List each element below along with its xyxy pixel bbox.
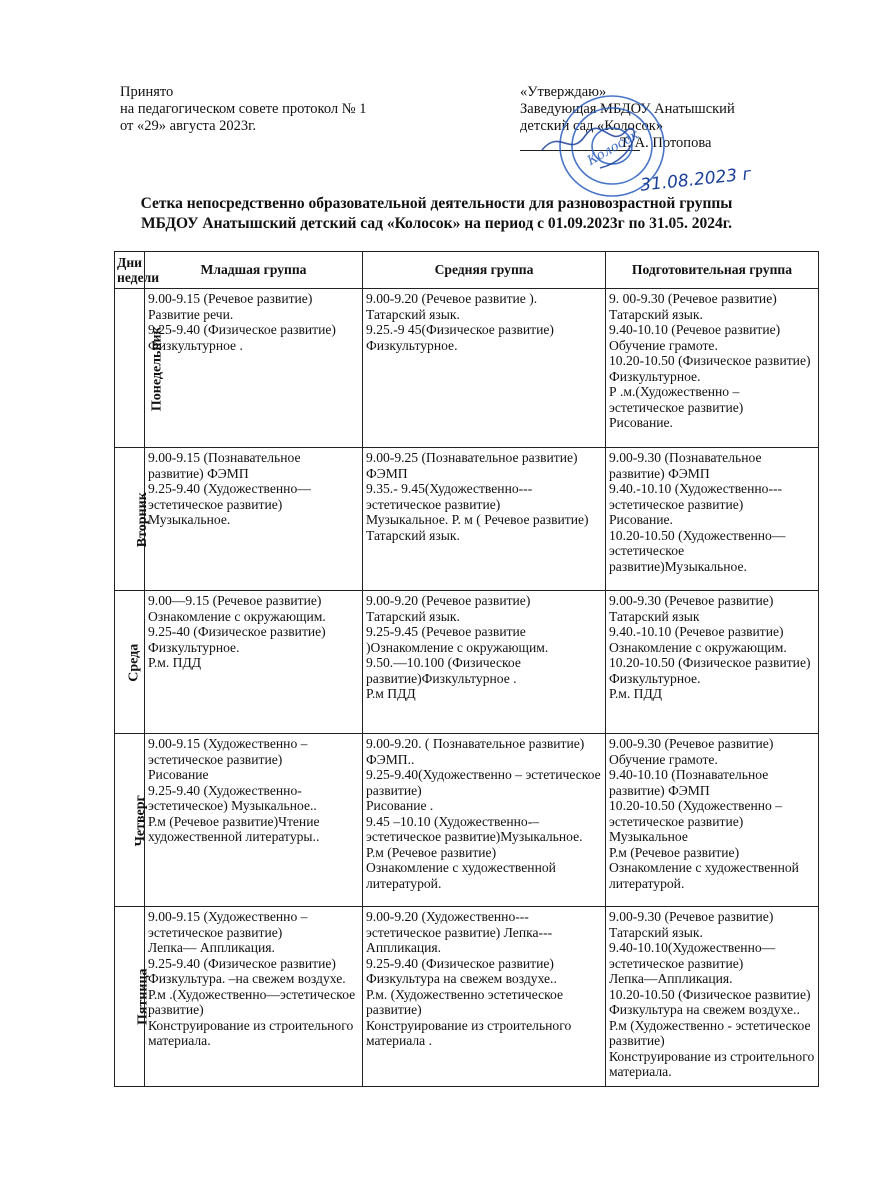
day-label: Вторник bbox=[134, 491, 150, 548]
schedule-cell bbox=[363, 734, 606, 907]
stamp-text: Колосок bbox=[584, 127, 642, 169]
activity-line: 9.00-9.20 (Художественно---эстетическое развитие) Лепка---Аппликация. bbox=[366, 909, 553, 955]
activity-line: Татарский язык. bbox=[366, 306, 460, 322]
activity-line: 9.00-9.15 (Художественно – эстетическое развитие) bbox=[148, 736, 308, 767]
acceptance-line-1: Принято bbox=[120, 84, 174, 100]
activity-line: Татарский язык. bbox=[609, 924, 703, 940]
activity-line: Рисование bbox=[148, 767, 209, 782]
activity-line: 9.40.-10.10 (Речевое развитие) bbox=[609, 624, 784, 639]
activity-line: Музыкальное bbox=[609, 829, 688, 844]
activity-line: 9.00-9.15 (Познавательное развитие) ФЭМП bbox=[148, 450, 301, 481]
activity-line: Рисование. bbox=[609, 415, 673, 430]
schedule-table bbox=[114, 251, 819, 1087]
activity-line: Развитие речи. bbox=[148, 306, 234, 322]
header-middle-group: Средняя группа bbox=[363, 252, 606, 289]
day-cell bbox=[115, 289, 165, 448]
schedule-cell bbox=[145, 448, 363, 591]
schedule-cell bbox=[145, 907, 363, 1087]
activity-line: 9.25-9.40 (Художественно-эстетическое) Музыкальное.. bbox=[148, 782, 317, 813]
schedule-cell bbox=[606, 734, 819, 907]
activity-line: 10.20-10.50 (Физическое развитие) Физкультурное. bbox=[609, 353, 811, 384]
activity-line: Ознакомление с художественной литературой. bbox=[366, 860, 556, 891]
activity-line: Рисование. bbox=[609, 512, 673, 527]
schedule-cell bbox=[606, 591, 819, 734]
activity-line: 9.00-9.15 (Речевое развитие) bbox=[148, 291, 313, 306]
activity-line: 9.25-9.40 (Художественно—эстетическое развитие) bbox=[148, 481, 311, 512]
page-title bbox=[0, 194, 873, 234]
day-cell bbox=[115, 448, 150, 591]
table-row bbox=[115, 591, 819, 734]
day-cell bbox=[115, 591, 145, 734]
title-line-2: МБДОУ Анатышский детский сад «Колосок» на период с 01.09.2023г по 31.05. 2024г. bbox=[141, 215, 732, 232]
activity-line: Р.м ПДД bbox=[366, 686, 416, 701]
activity-line: Лепка—Аппликация. bbox=[609, 971, 733, 986]
schedule-cell bbox=[363, 907, 606, 1087]
activity-line: 9.40-10.10 (Познавательное развитие) ФЭМП bbox=[609, 767, 769, 798]
activity-line: Татарский язык. bbox=[366, 608, 460, 624]
day-label: Понедельник bbox=[149, 326, 165, 411]
signature-date: 31.08.2023 г bbox=[639, 164, 753, 196]
activity-line: Р .м.(Художественно – эстетическое развитие) bbox=[609, 384, 744, 415]
activity-line: Р.м (Речевое развитие) bbox=[609, 844, 740, 860]
activity-line: 9.25.-9 45(Физическое развитие) bbox=[366, 322, 554, 337]
activity-line: 9.00—9.15 (Речевое развитие) bbox=[148, 593, 322, 608]
activity-line: 9.25-9.40 (Физическое развитие) Физкультура. –на свежем воздухе. bbox=[148, 955, 346, 986]
table-header-row bbox=[115, 252, 819, 289]
activity-line: 9.35.- 9.45(Художественно---эстетическое развитие) bbox=[366, 481, 533, 512]
table-row bbox=[115, 289, 819, 448]
activity-line: Р.м. ПДД bbox=[609, 686, 663, 701]
approval-line-3: детский сад «Колосок» bbox=[520, 118, 664, 134]
schedule-cell bbox=[606, 907, 819, 1087]
activity-line: 9.25-9.40 (Физическое развитие) Физкультурное . bbox=[148, 322, 336, 353]
activity-line: Конструирование из строительного материала . bbox=[366, 1017, 572, 1048]
activity-line: 9.25-9.40(Художественно – эстетическое развитие) bbox=[366, 767, 601, 798]
schedule-cell bbox=[363, 591, 606, 734]
activity-line: 10.20-10.50 (Художественно – эстетическое развитие) bbox=[609, 798, 783, 829]
acceptance-line-3: от «29» августа 2023г. bbox=[120, 118, 257, 134]
activity-line: Р.м (Художественно - эстетическое развитие) bbox=[609, 1017, 811, 1048]
activity-line: 10.20-10.50 (Физическое развитие) Физкультура на свежем воздухе.. bbox=[609, 986, 811, 1017]
activity-line: Конструирование из строительного материала. bbox=[148, 1017, 354, 1048]
schedule-cell bbox=[145, 289, 363, 448]
activity-line: Р.м (Речевое развитие) bbox=[366, 844, 497, 860]
day-cell bbox=[115, 734, 148, 907]
schedule-cell bbox=[363, 448, 606, 591]
approval-line-1: «Утверждаю» bbox=[520, 84, 607, 100]
schedule-cell bbox=[145, 591, 363, 734]
schedule-cell bbox=[606, 448, 819, 591]
activity-line: 9.00-9.30 (Речевое развитие) bbox=[609, 593, 774, 608]
activity-line: Обучение грамоте. bbox=[609, 751, 718, 767]
activity-line: 9.00-9.20 (Речевое развитие) bbox=[366, 593, 531, 608]
activity-line: 9.40.-10.10 (Художественно---эстетическое развитие) bbox=[609, 481, 783, 512]
activity-line: 9.00-9.20. ( Познавательное развитие) ФЭМП.. bbox=[366, 736, 585, 767]
activity-line: 9.25-9.40 (Физическое развитие) Физкультура на свежем воздухе.. bbox=[366, 955, 557, 986]
header-junior-group: Младшая группа bbox=[145, 252, 363, 289]
activity-line: 10.20-10.50 (Физическое развитие) Физкультурное. bbox=[609, 655, 811, 686]
acceptance-line-2: на педагогическом совете протокол № 1 bbox=[120, 101, 367, 117]
table-row bbox=[115, 734, 819, 907]
day-label: Пятница bbox=[135, 968, 151, 1026]
schedule-cell bbox=[145, 734, 363, 907]
schedule-cell bbox=[606, 289, 819, 448]
title-line-1: Сетка непосредственно образовательной деятельности для разновозрастной группы bbox=[140, 195, 733, 212]
header-days: Дни недели bbox=[115, 252, 145, 289]
activity-line: 9.50.—10.100 (Физическое развитие)Физкультурное . bbox=[366, 655, 521, 686]
activity-line: 9.45 –10.10 (Художественно-–эстетическое развитие)Музыкальное. bbox=[366, 813, 583, 844]
activity-line: Обучение грамоте. bbox=[609, 337, 718, 353]
activity-line: 9.40-10.10 (Речевое развитие) bbox=[609, 322, 781, 337]
table-row bbox=[115, 448, 819, 591]
activity-line: Музыкальное. bbox=[148, 512, 231, 527]
day-label: Четверг bbox=[132, 794, 148, 847]
activity-line: 9.00-9.20 (Речевое развитие ). bbox=[366, 291, 538, 306]
activity-line: Конструирование из строительного материала. bbox=[609, 1048, 815, 1079]
activity-line: Ознакомление с окружающим. bbox=[609, 639, 787, 655]
activity-line: 10.20-10.50 (Художественно—эстетическое развитие)Музыкальное. bbox=[609, 527, 786, 574]
activity-line: Ознакомление с художественной литературой. bbox=[609, 860, 799, 891]
header-preparatory-group: Подготовительная группа bbox=[606, 252, 819, 289]
approval-line-4: Т. А. Потопова bbox=[620, 135, 712, 151]
activity-line: 9.00-9.25 (Познавательное развитие) ФЭМП bbox=[366, 450, 578, 481]
activity-line: 9. 00-9.30 (Речевое развитие) bbox=[609, 291, 777, 306]
activity-line: 9.25-9.45 (Речевое развитие )Ознакомление с окружающим. bbox=[366, 624, 549, 655]
activity-line: Лепка— Аппликация. bbox=[148, 940, 275, 955]
activity-line: Физкультурное. bbox=[366, 337, 458, 353]
approval-line-2: Заведующая МБДОУ Анатышский bbox=[520, 101, 735, 117]
activity-line: Р.м. ПДД bbox=[148, 655, 202, 670]
table-row bbox=[115, 907, 819, 1087]
activity-line: Рисование . bbox=[366, 798, 434, 813]
acceptance-block bbox=[120, 84, 366, 135]
activity-line: Ознакомление с окружающим. bbox=[148, 608, 326, 624]
activity-line: Татарский язык. bbox=[609, 306, 703, 322]
day-cell bbox=[115, 907, 151, 1087]
activity-line: 9.00-9.15 (Художественно – эстетическое развитие) bbox=[148, 909, 308, 940]
activity-line: 9.00-9.30 (Познавательное развитие) ФЭМП bbox=[609, 450, 762, 481]
day-label: Среда bbox=[126, 643, 142, 682]
activity-line: Татарский язык bbox=[609, 608, 700, 624]
activity-line: Р.м .(Художественно—эстетическое развитие) bbox=[148, 986, 356, 1017]
activity-line: 9.40-10.10(Художественно—эстетическое развитие) bbox=[609, 940, 776, 971]
activity-line: 9.00-9.30 (Речевое развитие) bbox=[609, 909, 774, 924]
activity-line: Музыкальное. Р. м ( Речевое развитие) Татарский язык. bbox=[366, 512, 589, 543]
schedule-cell bbox=[363, 289, 606, 448]
activity-line: 9.00-9.30 (Речевое развитие) bbox=[609, 736, 774, 751]
activity-line: 9.25-40 (Физическое развитие) Физкультурное. bbox=[148, 624, 326, 655]
activity-line: Р.м. (Художественно эстетическое развитие) bbox=[366, 986, 564, 1017]
activity-line: Р.м (Речевое развитие)Чтение художественной литературы.. bbox=[148, 813, 320, 844]
